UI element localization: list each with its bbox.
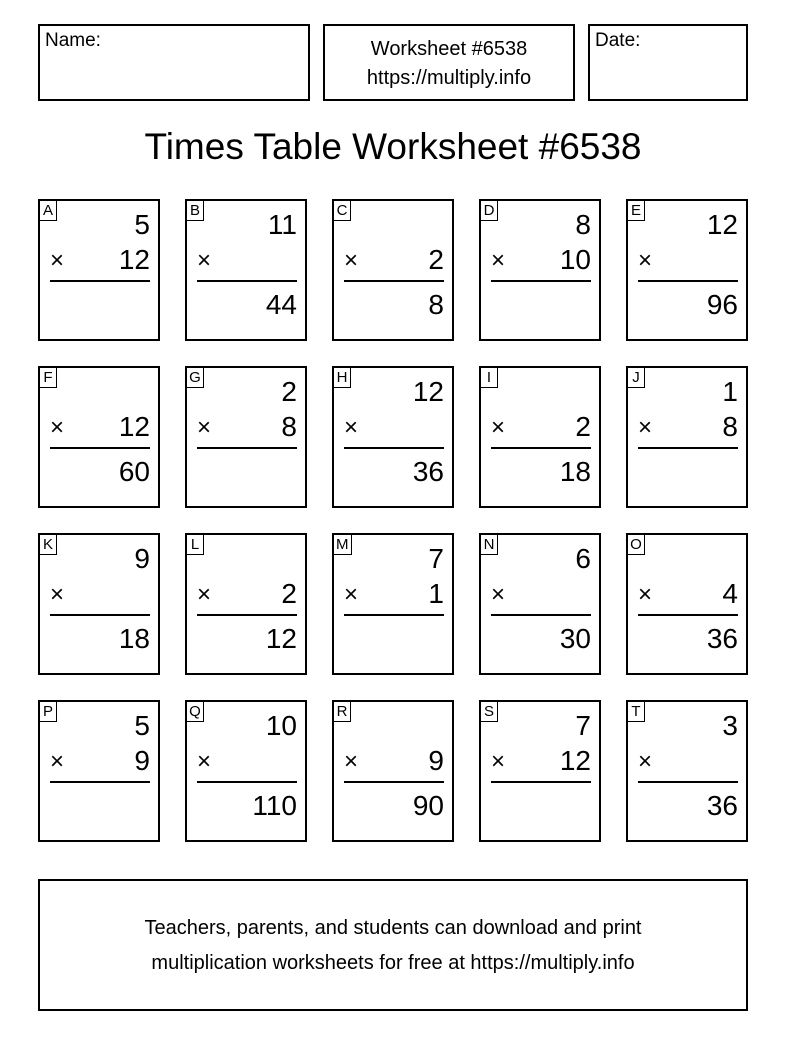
problem-card-o[interactable] [626,533,748,675]
footer-note-box [38,879,748,1011]
problem-card-n[interactable] [479,533,601,675]
problem-letter: H [334,368,351,388]
multiplicand: 12 [706,209,738,240]
problem-card-s[interactable] [479,700,601,842]
problem-letter: F [40,368,57,388]
problem-letter: G [187,368,204,388]
problem-card-l[interactable] [185,533,307,675]
problem-card-t[interactable] [626,700,748,842]
problem-card-j[interactable] [626,366,748,508]
product: 8 [428,289,444,320]
answer-rule [50,614,150,616]
multiplier: 8 [722,411,738,442]
problem-letter: C [334,201,351,221]
product: 18 [559,456,591,487]
footer-line-2: multiplication worksheets for free at https://multiply.info [151,952,635,974]
times-symbol: × [638,414,653,441]
answer-rule [491,781,591,783]
problem-letter: Q [187,702,204,722]
answer-rule [50,781,150,783]
problem-letter: B [187,201,204,221]
multiplicand: 12 [412,376,444,407]
times-symbol: × [491,748,506,775]
product: 12 [265,623,297,654]
problem-card-g[interactable] [185,366,307,508]
problem-card-h[interactable] [332,366,454,508]
times-symbol: × [344,414,359,441]
answer-rule [197,614,297,616]
problem-letter: P [40,702,57,722]
problem-letter: M [334,535,352,555]
problem-card-q[interactable] [185,700,307,842]
multiplier: 9 [134,745,150,776]
product: 90 [412,790,444,821]
problem-card-f[interactable] [38,366,160,508]
multiplier: 8 [281,411,297,442]
problem-letter: L [187,535,204,555]
times-symbol: × [50,581,65,608]
worksheet-url: https://multiply.info [366,67,532,89]
problem-letter: O [628,535,645,555]
answer-rule [344,614,444,616]
multiplier: 12 [118,411,150,442]
date-field-box[interactable] [588,24,748,101]
times-symbol: × [197,414,212,441]
worksheet-number: Worksheet #6538 [370,38,528,60]
times-symbol: × [50,414,65,441]
multiplier: 10 [559,244,591,275]
times-symbol: × [344,581,359,608]
product: 110 [252,790,297,821]
product: 96 [706,289,738,320]
answer-rule [638,781,738,783]
multiplier: 12 [118,244,150,275]
multiplicand: 6 [575,543,591,574]
problem-card-b[interactable] [185,199,307,341]
answer-rule [491,280,591,282]
answer-rule [197,447,297,449]
problem-letter: J [628,368,645,388]
answer-rule [344,280,444,282]
problem-letter: N [481,535,498,555]
multiplicand: 1 [722,376,738,407]
multiplicand: 3 [722,710,738,741]
answer-rule [344,781,444,783]
answer-rule [491,614,591,616]
problem-letter: T [628,702,645,722]
answer-rule [50,280,150,282]
times-symbol: × [50,748,65,775]
multiplicand: 5 [134,710,150,741]
multiplicand: 5 [134,209,150,240]
multiplier: 12 [559,745,591,776]
problem-card-c[interactable] [332,199,454,341]
answer-rule [197,781,297,783]
product: 36 [706,623,738,654]
multiplier: 1 [428,578,444,609]
problem-card-k[interactable] [38,533,160,675]
answer-rule [491,447,591,449]
multiplier: 2 [575,411,591,442]
problem-letter: R [334,702,351,722]
multiplicand: 9 [134,543,150,574]
product: 36 [706,790,738,821]
times-symbol: × [491,247,506,274]
multiplicand: 2 [281,376,297,407]
times-symbol: × [491,581,506,608]
name-field-box[interactable] [38,24,310,101]
times-symbol: × [50,247,65,274]
footer-line-1: Teachers, parents, and students can download and print [144,917,642,939]
problem-card-p[interactable] [38,700,160,842]
problem-letter: I [481,368,498,388]
product: 44 [265,289,297,320]
times-symbol: × [344,748,359,775]
problem-letter: S [481,702,498,722]
times-symbol: × [197,247,212,274]
date-label: Date: [595,30,641,51]
answer-rule [638,614,738,616]
multiplier: 9 [428,745,444,776]
times-symbol: × [344,247,359,274]
problem-card-e[interactable] [626,199,748,341]
problem-letter: E [628,201,645,221]
answer-rule [197,280,297,282]
multiplicand: 11 [267,209,297,240]
name-label: Name: [45,30,101,51]
product: 30 [559,623,591,654]
multiplier: 4 [722,578,738,609]
problem-card-a[interactable] [38,199,160,341]
times-symbol: × [638,748,653,775]
problem-card-r[interactable] [332,700,454,842]
times-symbol: × [197,581,212,608]
times-symbol: × [638,581,653,608]
answer-rule [50,447,150,449]
multiplicand: 7 [428,543,444,574]
problem-letter: D [481,201,498,221]
times-symbol: × [197,748,212,775]
multiplicand: 7 [575,710,591,741]
problem-letter: A [40,201,57,221]
multiplicand: 10 [265,710,297,741]
answer-rule [638,280,738,282]
multiplicand: 8 [575,209,591,240]
times-symbol: × [638,247,653,274]
product: 18 [118,623,150,654]
problem-card-d[interactable] [479,199,601,341]
worksheet-info-box [323,24,575,101]
page-title: Times Table Worksheet #6538 [144,126,642,167]
product: 36 [412,456,444,487]
times-symbol: × [491,414,506,441]
problem-card-m[interactable] [332,533,454,675]
problem-letter: K [40,535,57,555]
answer-rule [344,447,444,449]
multiplier: 2 [281,578,297,609]
multiplier: 2 [428,244,444,275]
product: 60 [118,456,150,487]
answer-rule [638,447,738,449]
problem-card-i[interactable] [479,366,601,508]
